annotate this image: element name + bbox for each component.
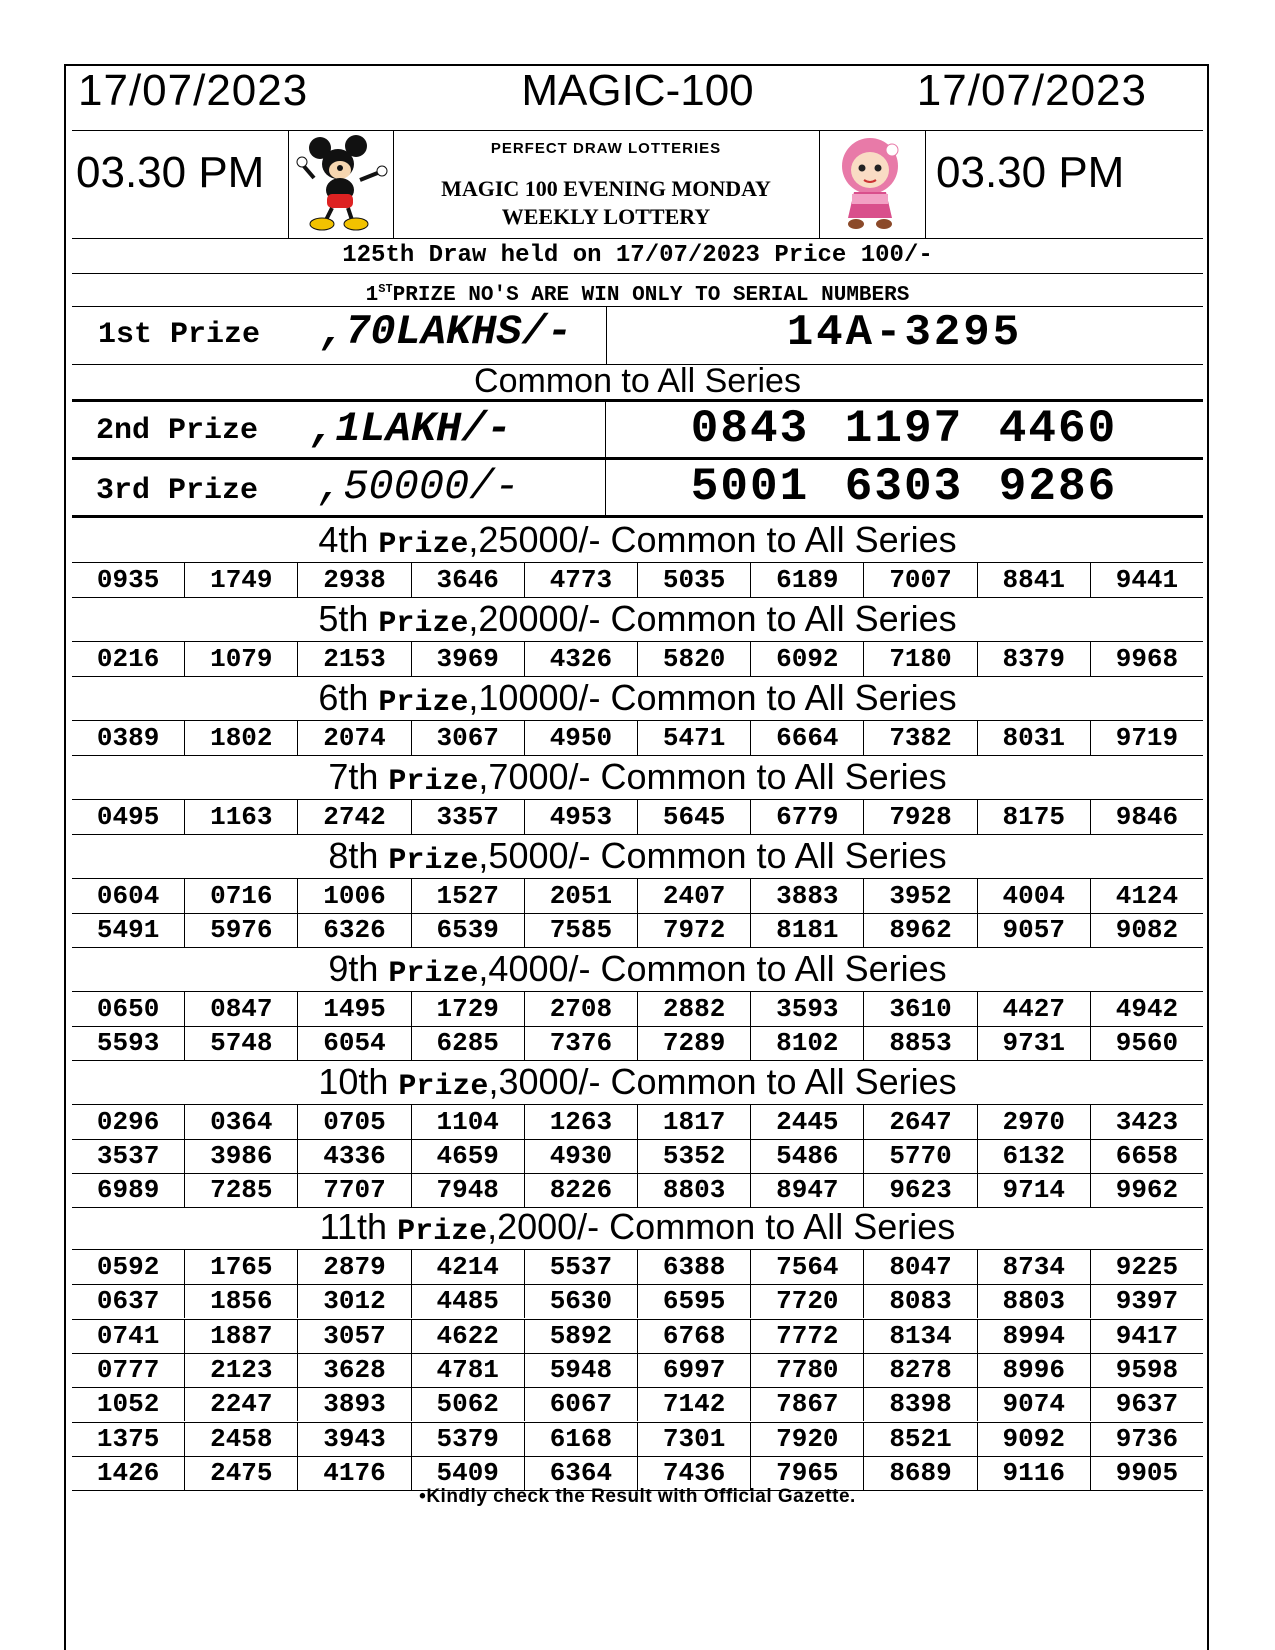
prize-ordinal: 8th (328, 835, 389, 876)
winning-number: 4930 (524, 1139, 637, 1173)
second-prize-amount: ,1LAKH/- (310, 405, 512, 453)
winning-number: 7585 (524, 913, 637, 947)
winning-number: 3943 (297, 1422, 410, 1456)
number-row (72, 1139, 1203, 1173)
date-left: 17/07/2023 (78, 66, 309, 115)
winning-number: 9417 (1090, 1319, 1203, 1353)
third-prize-numbers: 5001 6303 9286 (690, 461, 1118, 513)
first-prize-label: 1st Prize (98, 318, 261, 352)
winning-number: 8226 (524, 1173, 637, 1207)
winning-number: 8102 (750, 1026, 863, 1060)
winning-number: 7928 (863, 800, 976, 834)
footer-note: •Kindly check the Result with Official Gazette. (419, 1486, 856, 1507)
time-right: 03.30 PM (936, 148, 1125, 197)
prize-section-heading (72, 757, 1203, 797)
winning-number: 6664 (750, 721, 863, 755)
winning-number: 3986 (184, 1139, 297, 1173)
number-row (72, 1105, 1203, 1139)
winning-number: 8175 (977, 800, 1090, 834)
winning-number: 2051 (524, 879, 637, 913)
time-left: 03.30 PM (76, 148, 265, 197)
winning-number: 1104 (411, 1105, 524, 1139)
winning-number: 9225 (1090, 1250, 1203, 1284)
winning-number: 7436 (637, 1456, 750, 1490)
winning-number: 8278 (863, 1353, 976, 1387)
winning-number: 3610 (863, 992, 976, 1026)
winning-number: 3969 (411, 642, 524, 676)
winning-number: 2970 (977, 1105, 1090, 1139)
winning-number: 0495 (96, 802, 160, 832)
winning-number: 7948 (411, 1173, 524, 1207)
winning-number: 3357 (411, 800, 524, 834)
winning-number: 7289 (637, 1026, 750, 1060)
winning-number: 0216 (96, 644, 160, 674)
prize-word: Prize (378, 607, 469, 641)
prize-amount-text: ,2000/- Common to All Series (487, 1206, 956, 1247)
winning-number: 4326 (524, 642, 637, 676)
winning-number: 0389 (96, 723, 160, 753)
winning-number: 1163 (184, 800, 297, 834)
winning-number: 1527 (411, 879, 524, 913)
winning-number: 8521 (863, 1422, 976, 1456)
winning-number: 4004 (977, 879, 1090, 913)
lottery-name-line2: WEEKLY LOTTERY (501, 204, 711, 229)
winning-number: 7707 (297, 1173, 410, 1207)
first-prize-number: 14A-3295 (786, 308, 1023, 358)
winning-number: 9074 (977, 1387, 1090, 1421)
number-row (72, 1387, 1203, 1421)
winning-number: 7772 (750, 1319, 863, 1353)
number-row (72, 1456, 1203, 1490)
winning-number: 7007 (863, 563, 976, 597)
winning-number: 9736 (1090, 1422, 1203, 1456)
winning-number: 5486 (750, 1139, 863, 1173)
number-row (72, 721, 1203, 755)
winning-number: 5062 (411, 1387, 524, 1421)
serial-note-pre: 1 (365, 284, 379, 307)
winning-number: 2458 (184, 1422, 297, 1456)
winning-number: 6364 (524, 1456, 637, 1490)
winning-number: 1495 (297, 992, 410, 1026)
winning-number: 3952 (863, 879, 976, 913)
winning-number: 1375 (96, 1423, 160, 1454)
third-prize-label: 3rd Prize (96, 474, 259, 508)
winning-number: 7780 (750, 1353, 863, 1387)
prize-ordinal: 6th (318, 677, 379, 718)
winning-number: 5352 (637, 1139, 750, 1173)
date-right: 17/07/2023 (916, 66, 1147, 115)
winning-number: 6768 (637, 1319, 750, 1353)
lottery-name: MAGIC 100 EVENING MONDAY (441, 176, 771, 201)
divider (72, 515, 1203, 518)
winning-number: 6779 (750, 800, 863, 834)
winning-number: 3628 (297, 1353, 410, 1387)
winning-number: 4953 (524, 800, 637, 834)
winning-number: 9560 (1090, 1026, 1203, 1060)
number-row (72, 563, 1203, 597)
winning-number: 0637 (96, 1286, 160, 1317)
winning-number: 0650 (96, 994, 160, 1024)
winning-number: 0296 (96, 1107, 160, 1137)
winning-number: 4336 (297, 1139, 410, 1173)
winning-number: 3012 (297, 1284, 410, 1318)
winning-number: 5948 (524, 1353, 637, 1387)
winning-number: 4124 (1090, 879, 1203, 913)
winning-number: 2882 (637, 992, 750, 1026)
winning-number: 4659 (411, 1139, 524, 1173)
winning-number: 6658 (1090, 1139, 1203, 1173)
number-row (72, 913, 1203, 947)
winning-number: 2708 (524, 992, 637, 1026)
winning-number: 4950 (524, 721, 637, 755)
winning-number: 5491 (96, 915, 160, 945)
prize-amount-text: ,20000/- Common to All Series (468, 598, 957, 639)
winning-number: 4781 (411, 1353, 524, 1387)
winning-number: 0364 (184, 1105, 297, 1139)
org-name: PERFECT DRAW LOTTERIES (490, 140, 722, 157)
winning-number: 7382 (863, 721, 976, 755)
winning-number: 5035 (637, 563, 750, 597)
winning-number: 9082 (1090, 913, 1203, 947)
prize-section-heading (72, 678, 1203, 718)
prize-word: Prize (397, 1215, 488, 1249)
winning-number: 9905 (1090, 1456, 1203, 1490)
winning-number: 4622 (411, 1319, 524, 1353)
winning-number: 5892 (524, 1319, 637, 1353)
winning-number: 1749 (184, 563, 297, 597)
winning-number: 8181 (750, 913, 863, 947)
serial-note-rest: PRIZE NO'S ARE WIN ONLY TO SERIAL NUMBERS (392, 284, 910, 307)
winning-number: 5593 (96, 1028, 160, 1058)
winning-number: 0604 (96, 881, 160, 911)
winning-number: 3893 (297, 1387, 410, 1421)
winning-number: 9623 (863, 1173, 976, 1207)
winning-number: 7720 (750, 1284, 863, 1318)
prize-word: Prize (398, 1070, 489, 1104)
winning-number: 5537 (524, 1250, 637, 1284)
winning-number: 2247 (184, 1387, 297, 1421)
winning-number: 1263 (524, 1105, 637, 1139)
winning-number: 2123 (184, 1353, 297, 1387)
winning-number: 7564 (750, 1250, 863, 1284)
winning-number: 7965 (750, 1456, 863, 1490)
winning-number: 3646 (411, 563, 524, 597)
winning-number: 8379 (977, 642, 1090, 676)
winning-number: 8841 (977, 563, 1090, 597)
winning-number: 4176 (297, 1456, 410, 1490)
prize-word: Prize (388, 765, 479, 799)
number-row (72, 1353, 1203, 1387)
winning-number: 5645 (637, 800, 750, 834)
prize-word: Prize (378, 686, 469, 720)
winning-number: 9598 (1090, 1353, 1203, 1387)
winning-number: 0705 (297, 1105, 410, 1139)
winning-number: 2445 (750, 1105, 863, 1139)
prize-word: Prize (388, 957, 479, 991)
number-row (72, 1173, 1203, 1207)
winning-number: 9637 (1090, 1387, 1203, 1421)
first-prize-amount: ,70LAKHS/- (320, 308, 573, 356)
number-row (72, 1026, 1203, 1060)
winning-number: 0592 (96, 1252, 160, 1282)
winning-number: 6388 (637, 1250, 750, 1284)
winning-number: 2074 (297, 721, 410, 755)
number-row (72, 800, 1203, 834)
winning-number: 6067 (524, 1387, 637, 1421)
winning-number: 7376 (524, 1026, 637, 1060)
winning-number: 6168 (524, 1422, 637, 1456)
winning-number: 0741 (96, 1320, 160, 1351)
number-row (72, 1250, 1203, 1284)
prize-amount-text: ,5000/- Common to All Series (478, 835, 947, 876)
prize-ordinal: 11th (319, 1206, 398, 1247)
winning-number: 8047 (863, 1250, 976, 1284)
winning-number: 8803 (977, 1284, 1090, 1318)
winning-number: 3883 (750, 879, 863, 913)
winning-number: 5471 (637, 721, 750, 755)
winning-number: 9968 (1090, 642, 1203, 676)
number-row (72, 1422, 1203, 1456)
winning-number: 8031 (977, 721, 1090, 755)
winning-number: 8996 (977, 1353, 1090, 1387)
common-note: Common to All Series (474, 362, 801, 400)
prize-amount-text: ,7000/- Common to All Series (478, 756, 947, 797)
winning-number: 4214 (411, 1250, 524, 1284)
prize-ordinal: 9th (328, 948, 389, 989)
winning-number: 0847 (184, 992, 297, 1026)
winning-number: 9092 (977, 1422, 1090, 1456)
winning-number: 2742 (297, 800, 410, 834)
winning-number: 8689 (863, 1456, 976, 1490)
winning-number: 1079 (184, 642, 297, 676)
winning-number: 8398 (863, 1387, 976, 1421)
winning-number: 8083 (863, 1284, 976, 1318)
winning-number: 1887 (184, 1319, 297, 1353)
number-row (72, 1319, 1203, 1353)
divider (819, 130, 820, 238)
winning-number: 6132 (977, 1139, 1090, 1173)
winning-number: 6326 (297, 913, 410, 947)
winning-number: 2879 (297, 1250, 410, 1284)
winning-number: 7142 (637, 1387, 750, 1421)
winning-number: 4427 (977, 992, 1090, 1026)
winning-number: 4942 (1090, 992, 1203, 1026)
winning-number: 9962 (1090, 1173, 1203, 1207)
winning-number: 9719 (1090, 721, 1203, 755)
page-title: MAGIC-100 (521, 66, 754, 115)
winning-number: 1052 (96, 1389, 160, 1420)
winning-number: 2407 (637, 879, 750, 913)
prize-ordinal: 4th (318, 519, 379, 560)
second-prize-label: 2nd Prize (96, 414, 259, 448)
winning-number: 8134 (863, 1319, 976, 1353)
winning-number: 7920 (750, 1422, 863, 1456)
winning-number: 7285 (184, 1173, 297, 1207)
winning-number: 5770 (863, 1139, 976, 1173)
winning-number: 6595 (637, 1284, 750, 1318)
divider (72, 130, 1203, 131)
divider (288, 130, 289, 238)
winning-number: 3057 (297, 1319, 410, 1353)
number-row (72, 642, 1203, 676)
winning-number: 7867 (750, 1387, 863, 1421)
winning-number: 0935 (96, 565, 160, 595)
prize-word: Prize (378, 528, 469, 562)
prize-word: Prize (388, 844, 479, 878)
prize-ordinal: 7th (328, 756, 389, 797)
winning-number: 7972 (637, 913, 750, 947)
second-prize-numbers: 0843 1197 4460 (690, 403, 1118, 455)
winning-number: 7180 (863, 642, 976, 676)
winning-number: 4485 (411, 1284, 524, 1318)
winning-number: 5630 (524, 1284, 637, 1318)
winning-number: 8734 (977, 1250, 1090, 1284)
winning-number: 3593 (750, 992, 863, 1026)
winning-number: 5379 (411, 1422, 524, 1456)
winning-number: 9846 (1090, 800, 1203, 834)
prize-section-heading (72, 836, 1203, 876)
winning-number: 8853 (863, 1026, 976, 1060)
winning-number: 6997 (637, 1353, 750, 1387)
winning-number: 1765 (184, 1250, 297, 1284)
third-prize-amount: ,50000/- (318, 463, 520, 511)
girl-cartoon-icon (826, 134, 918, 234)
winning-number: 5976 (184, 913, 297, 947)
winning-number: 9057 (977, 913, 1090, 947)
winning-number: 8947 (750, 1173, 863, 1207)
winning-number: 1802 (184, 721, 297, 755)
winning-number: 1817 (637, 1105, 750, 1139)
winning-number: 1729 (411, 992, 524, 1026)
winning-number: 3423 (1090, 1105, 1203, 1139)
winning-number: 8994 (977, 1319, 1090, 1353)
serial-note-sup: ST (378, 282, 393, 296)
prize-amount-text: ,25000/- Common to All Series (468, 519, 957, 560)
winning-number: 5748 (184, 1026, 297, 1060)
divider (72, 238, 1203, 239)
prize-section-heading (72, 1207, 1203, 1247)
winning-number: 7301 (637, 1422, 750, 1456)
prize-amount-text: ,4000/- Common to All Series (478, 948, 947, 989)
winning-number: 2153 (297, 642, 410, 676)
winning-number: 8803 (637, 1173, 750, 1207)
winning-number: 6989 (96, 1175, 160, 1205)
winning-number: 5409 (411, 1456, 524, 1490)
mouse-cartoon-icon (296, 134, 388, 234)
winning-number: 9397 (1090, 1284, 1203, 1318)
prize-ordinal: 5th (318, 598, 379, 639)
winning-number: 5820 (637, 642, 750, 676)
divider (925, 130, 926, 238)
prize-section-heading (72, 1062, 1203, 1102)
winning-number: 9441 (1090, 563, 1203, 597)
prize-amount-text: ,3000/- Common to All Series (488, 1061, 957, 1102)
winning-number: 9731 (977, 1026, 1090, 1060)
winning-number: 0777 (96, 1354, 160, 1385)
winning-number: 3537 (96, 1141, 160, 1171)
winning-number: 0716 (184, 879, 297, 913)
prize-ordinal: 10th (318, 1061, 399, 1102)
winning-number: 3067 (411, 721, 524, 755)
number-row (72, 1284, 1203, 1318)
winning-number: 6092 (750, 642, 863, 676)
number-row (72, 992, 1203, 1026)
winning-number: 1006 (297, 879, 410, 913)
winning-number: 2938 (297, 563, 410, 597)
winning-number: 6054 (297, 1026, 410, 1060)
winning-number: 9714 (977, 1173, 1090, 1207)
winning-number: 1426 (96, 1457, 160, 1488)
winning-number: 1856 (184, 1284, 297, 1318)
prize-section-heading (72, 599, 1203, 639)
winning-number: 9116 (977, 1456, 1090, 1490)
prize-section-heading (72, 949, 1203, 989)
winning-number: 6285 (411, 1026, 524, 1060)
winning-number: 8962 (863, 913, 976, 947)
draw-info: 125th Draw held on 17/07/2023 Price 100/- (342, 242, 933, 269)
prize-amount-text: ,10000/- Common to All Series (468, 677, 957, 718)
winning-number: 4773 (524, 563, 637, 597)
number-row (72, 879, 1203, 913)
winning-number: 6189 (750, 563, 863, 597)
winning-number: 2647 (863, 1105, 976, 1139)
winning-number: 2475 (184, 1456, 297, 1490)
prize-section-heading (72, 520, 1203, 560)
winning-number: 6539 (411, 913, 524, 947)
